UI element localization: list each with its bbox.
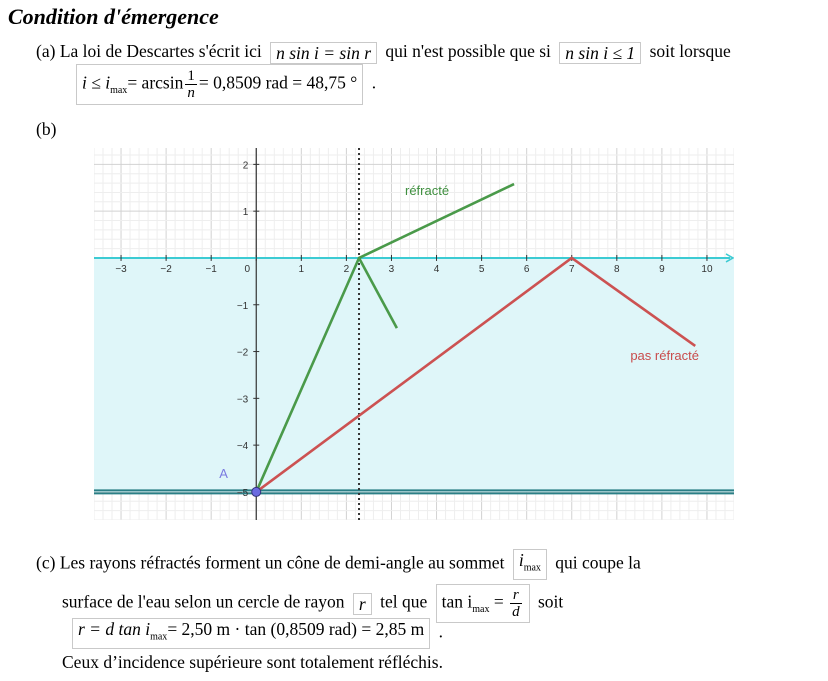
- page-title: Condition d'émergence: [8, 4, 219, 29]
- x-tick-label: 8: [614, 263, 620, 275]
- part-c-line-3: [68, 618, 443, 649]
- x-tick-label: 6: [523, 263, 530, 275]
- y-tick-label: −1: [236, 300, 249, 312]
- y-tick-label: 2: [242, 160, 249, 172]
- point-a-label: A: [219, 465, 228, 481]
- y-tick-label: −5: [236, 487, 249, 499]
- part-a-line-1: [36, 40, 731, 64]
- part-a-end: .: [371, 72, 377, 93]
- part-a-text-1: La loi de Descartes s'écrit ici: [59, 41, 262, 61]
- part-c-text-3: surface de l'eau selon un cercle de rayon: [62, 591, 345, 612]
- x-tick-label: 5: [478, 263, 485, 275]
- y-tick-label: 1: [242, 207, 249, 219]
- condition-equation: n sin i ≤ 1: [559, 42, 641, 64]
- imax-box: $i_{max}$: [513, 549, 547, 580]
- not-refracted-label: pas réfracté: [630, 347, 699, 363]
- part-c-line-4: Ceux d’incidence supérieure sont totalement réfléchis.: [62, 652, 443, 672]
- part-c-text-2: qui coupe la: [555, 552, 641, 573]
- part-c-line-1: [36, 549, 641, 580]
- part-a-line-2: [72, 64, 376, 105]
- x-tick-label: 0: [244, 263, 251, 275]
- refraction-graph: [94, 148, 734, 520]
- x-tick-label: −2: [160, 263, 172, 275]
- x-tick-label: 9: [659, 263, 665, 275]
- x-tick-label: 2: [343, 263, 350, 275]
- y-tick-label: −2: [236, 347, 249, 359]
- part-c-label: (c): [36, 552, 56, 573]
- part-a-text-3: soit lorsque: [649, 41, 731, 61]
- part-a-text-2: qui n'est possible que si: [385, 41, 551, 61]
- part-c-end: .: [438, 621, 443, 642]
- x-tick-label: 10: [701, 263, 713, 275]
- x-tick-label: −3: [115, 263, 127, 275]
- part-c-text-4: tel que: [380, 591, 428, 612]
- part-a-label: (a): [36, 41, 56, 61]
- x-tick-label: −1: [205, 263, 217, 275]
- part-b-label: (b): [36, 119, 57, 139]
- refracted-label: réfracté: [404, 182, 450, 198]
- x-tick-label: 7: [568, 263, 575, 275]
- part-c-text-5: soit: [537, 591, 564, 612]
- x-tick-label: 4: [433, 263, 440, 275]
- x-tick-label: 1: [298, 263, 305, 275]
- point-a: [252, 487, 261, 496]
- tan-equation: $\tan i_{max}$ = $\frac{r}{d}$: [436, 584, 530, 623]
- r-result-equation: r = d $\tan i_{max}= 2,50$ m · tan (0,8509 rad) = 2,85 m: [72, 618, 430, 649]
- x-tick-label: 3: [388, 263, 395, 275]
- imax-equation: $i \le i_{max}= \arcsin$ $\frac{1}{n}$ = 0,8509 rad = 48,75 °: [76, 64, 363, 105]
- y-tick-label: −4: [236, 441, 249, 453]
- y-tick-label: −3: [236, 394, 249, 406]
- descartes-equation: n sin i = sin r: [270, 42, 377, 64]
- part-c-text-1: Les rayons réfractés forment un cône de demi-angle au sommet: [59, 552, 505, 573]
- r-box: r: [353, 593, 372, 615]
